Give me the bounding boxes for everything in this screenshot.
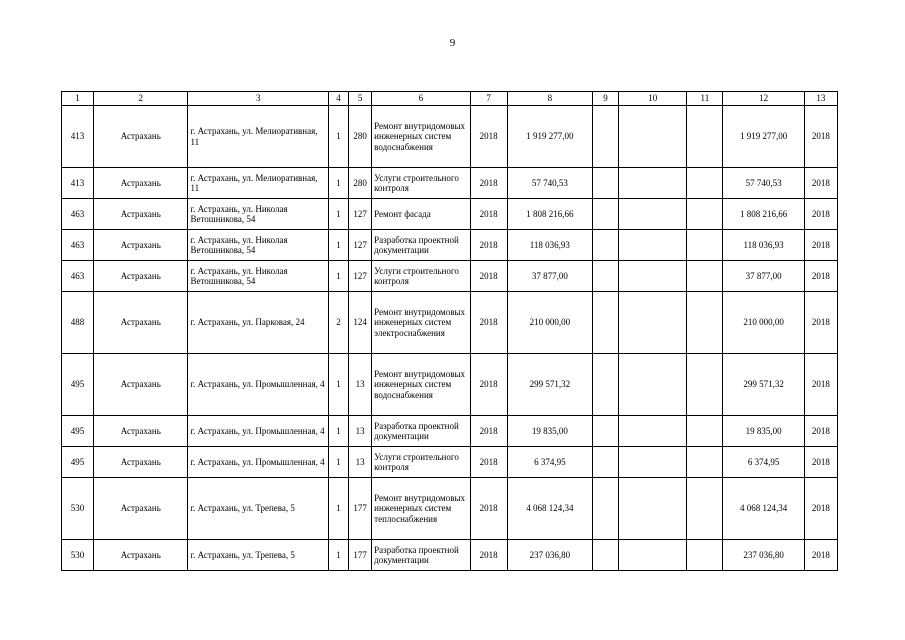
cell-floors: 13 [349, 354, 372, 416]
cell-col10 [619, 478, 687, 540]
table-row [62, 199, 838, 230]
cell-col11 [687, 416, 723, 447]
cell-completion-year: 2018 [804, 447, 837, 478]
page-number: 9 [449, 37, 456, 49]
cell-year: 2018 [470, 354, 507, 416]
column-header: 4 [329, 92, 349, 106]
cell-cost: 19 835,00 [507, 416, 592, 447]
cell-floors: 127 [349, 199, 372, 230]
cell-cost: 6 374,95 [507, 447, 592, 478]
cell-floors: 124 [349, 292, 372, 354]
cell-completion-year: 2018 [804, 199, 837, 230]
cell-year: 2018 [470, 106, 507, 168]
cell-total-cost: 1 919 277,00 [723, 106, 804, 168]
cell-col9 [592, 478, 618, 540]
cell-city: Астрахань [94, 540, 188, 571]
cell-city: Астрахань [94, 261, 188, 292]
cell-address: г. Астрахань, ул. Трепева, 5 [188, 540, 329, 571]
cell-total-cost: 6 374,95 [723, 447, 804, 478]
cell-col11 [687, 106, 723, 168]
cell-completion-year: 2018 [804, 478, 837, 540]
cell-completion-year: 2018 [804, 168, 837, 199]
cell-entrances: 1 [329, 540, 349, 571]
cell-number: 463 [62, 199, 94, 230]
cell-col11 [687, 354, 723, 416]
cell-entrances: 1 [329, 230, 349, 261]
table-row [62, 261, 838, 292]
cell-col11 [687, 478, 723, 540]
cell-number: 495 [62, 416, 94, 447]
cell-work-type: Услуги строительного контроля [372, 447, 470, 478]
table-row [62, 416, 838, 447]
cell-floors: 127 [349, 230, 372, 261]
cell-city: Астрахань [94, 354, 188, 416]
works-table [61, 91, 838, 571]
cell-year: 2018 [470, 199, 507, 230]
cell-completion-year: 2018 [804, 354, 837, 416]
cell-year: 2018 [470, 261, 507, 292]
cell-work-type: Разработка проектной документации [372, 540, 470, 571]
table-row [62, 354, 838, 416]
cell-total-cost: 57 740,53 [723, 168, 804, 199]
cell-completion-year: 2018 [804, 292, 837, 354]
cell-cost: 237 036,80 [507, 540, 592, 571]
cell-col10 [619, 354, 687, 416]
cell-col11 [687, 199, 723, 230]
column-header: 1 [62, 92, 94, 106]
cell-city: Астрахань [94, 199, 188, 230]
cell-col11 [687, 292, 723, 354]
cell-col10 [619, 292, 687, 354]
cell-cost: 37 877,00 [507, 261, 592, 292]
cell-entrances: 1 [329, 168, 349, 199]
table-row [62, 447, 838, 478]
cell-work-type: Ремонт внутридомовых инженерных систем электроснабжения [372, 292, 470, 354]
cell-total-cost: 237 036,80 [723, 540, 804, 571]
cell-col9 [592, 168, 618, 199]
cell-col9 [592, 230, 618, 261]
table-row [62, 540, 838, 571]
cell-entrances: 1 [329, 354, 349, 416]
cell-address: г. Астрахань, ул. Николая Ветошникова, 54 [188, 261, 329, 292]
cell-col9 [592, 292, 618, 354]
cell-total-cost: 299 571,32 [723, 354, 804, 416]
cell-col9 [592, 416, 618, 447]
cell-city: Астрахань [94, 292, 188, 354]
cell-cost: 299 571,32 [507, 354, 592, 416]
cell-entrances: 2 [329, 292, 349, 354]
cell-col9 [592, 540, 618, 571]
cell-col10 [619, 199, 687, 230]
column-header: 2 [94, 92, 188, 106]
cell-col11 [687, 540, 723, 571]
cell-address: г. Астрахань, ул. Трепева, 5 [188, 478, 329, 540]
cell-col10 [619, 447, 687, 478]
cell-number: 495 [62, 447, 94, 478]
cell-col10 [619, 230, 687, 261]
cell-completion-year: 2018 [804, 261, 837, 292]
table-row [62, 168, 838, 199]
cell-entrances: 1 [329, 416, 349, 447]
column-header: 6 [372, 92, 470, 106]
cell-work-type: Ремонт фасада [372, 199, 470, 230]
cell-col9 [592, 447, 618, 478]
cell-cost: 4 068 124,34 [507, 478, 592, 540]
cell-cost: 57 740,53 [507, 168, 592, 199]
cell-work-type: Ремонт внутридомовых инженерных систем теплоснабжения [372, 478, 470, 540]
cell-col10 [619, 416, 687, 447]
cell-city: Астрахань [94, 230, 188, 261]
cell-number: 413 [62, 168, 94, 199]
column-header: 11 [687, 92, 723, 106]
column-header: 9 [592, 92, 618, 106]
cell-number: 463 [62, 261, 94, 292]
cell-completion-year: 2018 [804, 540, 837, 571]
cell-city: Астрахань [94, 168, 188, 199]
cell-col9 [592, 261, 618, 292]
cell-address: г. Астрахань, ул. Парковая, 24 [188, 292, 329, 354]
cell-total-cost: 1 808 216,66 [723, 199, 804, 230]
cell-city: Астрахань [94, 447, 188, 478]
cell-number: 488 [62, 292, 94, 354]
cell-total-cost: 4 068 124,34 [723, 478, 804, 540]
table-row [62, 230, 838, 261]
cell-number: 530 [62, 540, 94, 571]
cell-floors: 127 [349, 261, 372, 292]
cell-floors: 13 [349, 416, 372, 447]
cell-floors: 177 [349, 478, 372, 540]
cell-col10 [619, 168, 687, 199]
cell-col10 [619, 540, 687, 571]
cell-number: 530 [62, 478, 94, 540]
cell-col11 [687, 230, 723, 261]
cell-col9 [592, 106, 618, 168]
cell-cost: 210 000,00 [507, 292, 592, 354]
cell-city: Астрахань [94, 478, 188, 540]
cell-address: г. Астрахань, ул. Николая Ветошникова, 54 [188, 199, 329, 230]
cell-address: г. Астрахань, ул. Мелиоративная, 11 [188, 106, 329, 168]
cell-number: 463 [62, 230, 94, 261]
cell-col9 [592, 199, 618, 230]
column-header: 8 [507, 92, 592, 106]
cell-entrances: 1 [329, 478, 349, 540]
cell-work-type: Разработка проектной документации [372, 230, 470, 261]
cell-number: 495 [62, 354, 94, 416]
cell-cost: 1 919 277,00 [507, 106, 592, 168]
cell-completion-year: 2018 [804, 230, 837, 261]
cell-entrances: 1 [329, 261, 349, 292]
cell-col10 [619, 261, 687, 292]
cell-col11 [687, 261, 723, 292]
cell-entrances: 1 [329, 447, 349, 478]
cell-floors: 177 [349, 540, 372, 571]
cell-cost: 118 036,93 [507, 230, 592, 261]
cell-col10 [619, 106, 687, 168]
column-header: 13 [804, 92, 837, 106]
cell-address: г. Астрахань, ул. Промышленная, 4 [188, 447, 329, 478]
cell-work-type: Услуги строительного контроля [372, 261, 470, 292]
cell-floors: 13 [349, 447, 372, 478]
cell-completion-year: 2018 [804, 416, 837, 447]
cell-work-type: Ремонт внутридомовых инженерных систем водоснабжения [372, 354, 470, 416]
cell-cost: 1 808 216,66 [507, 199, 592, 230]
cell-col11 [687, 447, 723, 478]
column-header: 3 [188, 92, 329, 106]
cell-year: 2018 [470, 540, 507, 571]
cell-city: Астрахань [94, 106, 188, 168]
cell-address: г. Астрахань, ул. Мелиоративная, 11 [188, 168, 329, 199]
column-number-row [62, 92, 838, 106]
cell-col9 [592, 354, 618, 416]
cell-floors: 280 [349, 106, 372, 168]
table-row [62, 292, 838, 354]
cell-year: 2018 [470, 478, 507, 540]
cell-address: г. Астрахань, ул. Промышленная, 4 [188, 416, 329, 447]
column-header: 7 [470, 92, 507, 106]
cell-work-type: Услуги строительного контроля [372, 168, 470, 199]
cell-entrances: 1 [329, 106, 349, 168]
cell-total-cost: 19 835,00 [723, 416, 804, 447]
cell-floors: 280 [349, 168, 372, 199]
cell-address: г. Астрахань, ул. Николая Ветошникова, 54 [188, 230, 329, 261]
cell-address: г. Астрахань, ул. Промышленная, 4 [188, 354, 329, 416]
column-header: 5 [349, 92, 372, 106]
cell-work-type: Разработка проектной документации [372, 416, 470, 447]
cell-col11 [687, 168, 723, 199]
cell-city: Астрахань [94, 416, 188, 447]
cell-total-cost: 37 877,00 [723, 261, 804, 292]
cell-year: 2018 [470, 230, 507, 261]
cell-number: 413 [62, 106, 94, 168]
cell-work-type: Ремонт внутридомовых инженерных систем водоснабжения [372, 106, 470, 168]
column-header: 10 [619, 92, 687, 106]
cell-completion-year: 2018 [804, 106, 837, 168]
cell-entrances: 1 [329, 199, 349, 230]
cell-year: 2018 [470, 168, 507, 199]
cell-year: 2018 [470, 447, 507, 478]
table-row [62, 106, 838, 168]
column-header: 12 [723, 92, 804, 106]
cell-total-cost: 210 000,00 [723, 292, 804, 354]
cell-year: 2018 [470, 292, 507, 354]
cell-total-cost: 118 036,93 [723, 230, 804, 261]
table-row [62, 478, 838, 540]
cell-year: 2018 [470, 416, 507, 447]
